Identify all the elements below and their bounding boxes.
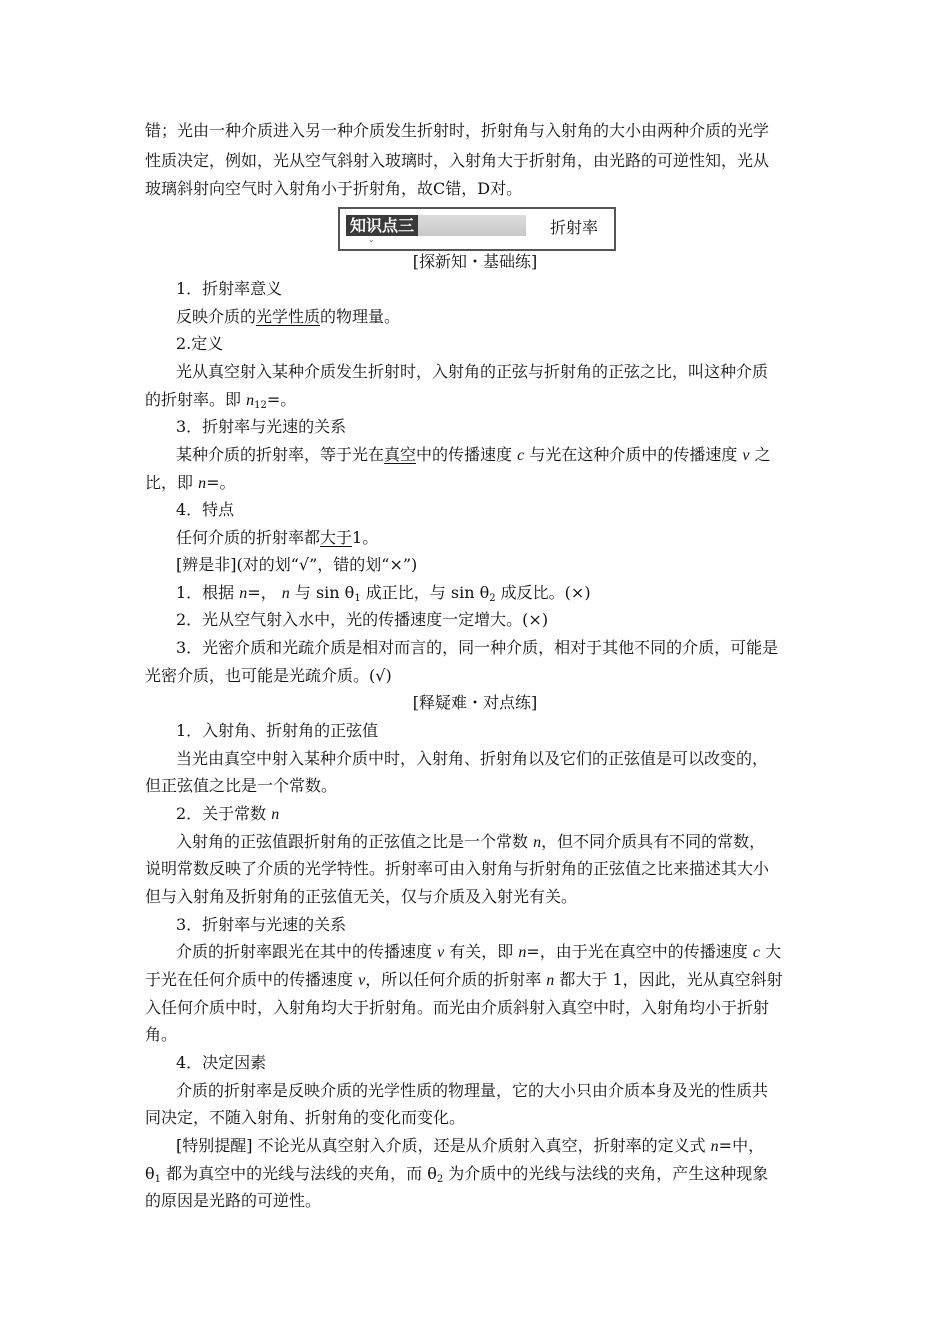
- paragraph-line: 错；光由一种介质进入另一种介质发生折射时，折射角与入射角的大小由两种介质的光学: [145, 121, 770, 140]
- paragraph-line: 的折射率。即 $n_{12}=$。: [145, 390, 297, 411]
- chevron-down-icon: ⌄: [368, 235, 375, 244]
- special-note: [特别提醒] 不论光从真空射入介质，还是从介质射入真空，折射率的定义式 n=中，: [176, 1136, 765, 1155]
- knowledge-point-title: 折射率: [550, 218, 599, 237]
- item-heading: 1．入射角、折射角的正弦值: [176, 721, 379, 740]
- special-note: $\theta_1$ 都为真空中的光线与法线的夹角，而 $\theta_2$ 为介质中的光线与法线的夹角，产生这种现象: [145, 1164, 769, 1185]
- paragraph-line: 当光由真空中射入某种介质中时，入射角、折射角以及它们的正弦值是可以改变的，: [176, 749, 769, 768]
- paragraph-line: 反映介质的光学性质的物理量。: [176, 307, 401, 326]
- item-heading: 1．折射率意义: [176, 279, 283, 298]
- paragraph-line: 比，即 n=。: [145, 473, 236, 492]
- paragraph-line: 玻璃斜射向空气时入射角小于折射角，故C错，D对。: [145, 179, 523, 198]
- section-header: [探新知・基础练]: [412, 252, 538, 271]
- paragraph-line: 但与入射角及折射角的正弦值无关，仅与介质及入射光有关。: [145, 887, 578, 906]
- paragraph-line: 入射角的正弦值跟折射角的正弦值之比是一个常数 n，但不同介质具有不同的常数，: [176, 832, 766, 851]
- paragraph-line: 说明常数反映了介质的光学特性。折射率可由入射角与折射角的正弦值之比来描述其大小: [145, 859, 770, 878]
- paragraph-line: 于光在任何介质中的传播速度 v，所以任何介质的折射率 n 都大于 1，因此，光从真空斜射: [145, 970, 783, 989]
- item-heading: 2．关于常数 n: [176, 804, 280, 823]
- item-heading: 2.定义: [176, 334, 224, 353]
- paragraph-line: 性质决定，例如，光从空气斜射入玻璃时，入射角大于折射角，由光路的可逆性知，光从: [145, 151, 770, 170]
- paragraph-line: 介质的折射率跟光在其中的传播速度 v 有关，即 n=，由于光在真空中的传播速度 c 大: [176, 942, 782, 961]
- knowledge-point-tag: [346, 215, 526, 244]
- judge-intro: [辨是非](对的划“√”，错的划“×”): [176, 555, 418, 574]
- knowledge-point-box: [338, 207, 616, 251]
- underlined-answer: 光学性质: [256, 307, 321, 326]
- paragraph-line: 任何介质的折射率都大于1。: [176, 528, 379, 547]
- paragraph-line: 角。: [145, 1025, 178, 1044]
- paragraph-line: 但正弦值之比是一个常数。: [145, 776, 338, 795]
- item-heading: 3．折射率与光速的关系: [176, 417, 347, 436]
- section-header: [释疑难・对点练]: [412, 693, 538, 712]
- judge-question: 1．根据 n=， n 与 $\sin \theta_1$ 成正比，与 $\sin \theta_2$ 成反比。(×): [176, 583, 591, 604]
- knowledge-point-label: 知识点三: [346, 215, 418, 236]
- paragraph-line: 入任何介质中时，入射角均大于折射角。而光由介质斜射入真空中时，入射角均小于折射: [145, 998, 770, 1017]
- item-heading: 3．折射率与光速的关系: [176, 915, 347, 934]
- underlined-answer: 大于: [320, 528, 353, 547]
- judge-question: 光密介质，也可能是光疏介质。(√): [145, 666, 392, 685]
- paragraph-line: 同决定，不随入射角、折射角的变化而变化。: [145, 1108, 466, 1127]
- item-heading: 4．决定因素: [176, 1053, 267, 1072]
- paragraph-line: 某种介质的折射率，等于光在真空中的传播速度 c 与光在这种介质中的传播速度 v 之: [176, 445, 771, 464]
- judge-question: 3．光密介质和光疏介质是相对而言的，同一种介质，相对于其他不同的介质，可能是: [176, 638, 779, 657]
- paragraph-line: 光从真空射入某种介质发生折射时，入射角的正弦与折射角的正弦之比，叫这种介质: [176, 362, 769, 381]
- underlined-answer: 真空: [384, 445, 417, 464]
- special-note: 的原因是光路的可逆性。: [145, 1191, 322, 1210]
- paragraph-line: 介质的折射率是反映介质的光学性质的物理量，它的大小只由介质本身及光的性质共: [176, 1081, 769, 1100]
- item-heading: 4．特点: [176, 500, 235, 519]
- judge-question: 2．光从空气射入水中，光的传播速度一定增大。(×): [176, 610, 549, 629]
